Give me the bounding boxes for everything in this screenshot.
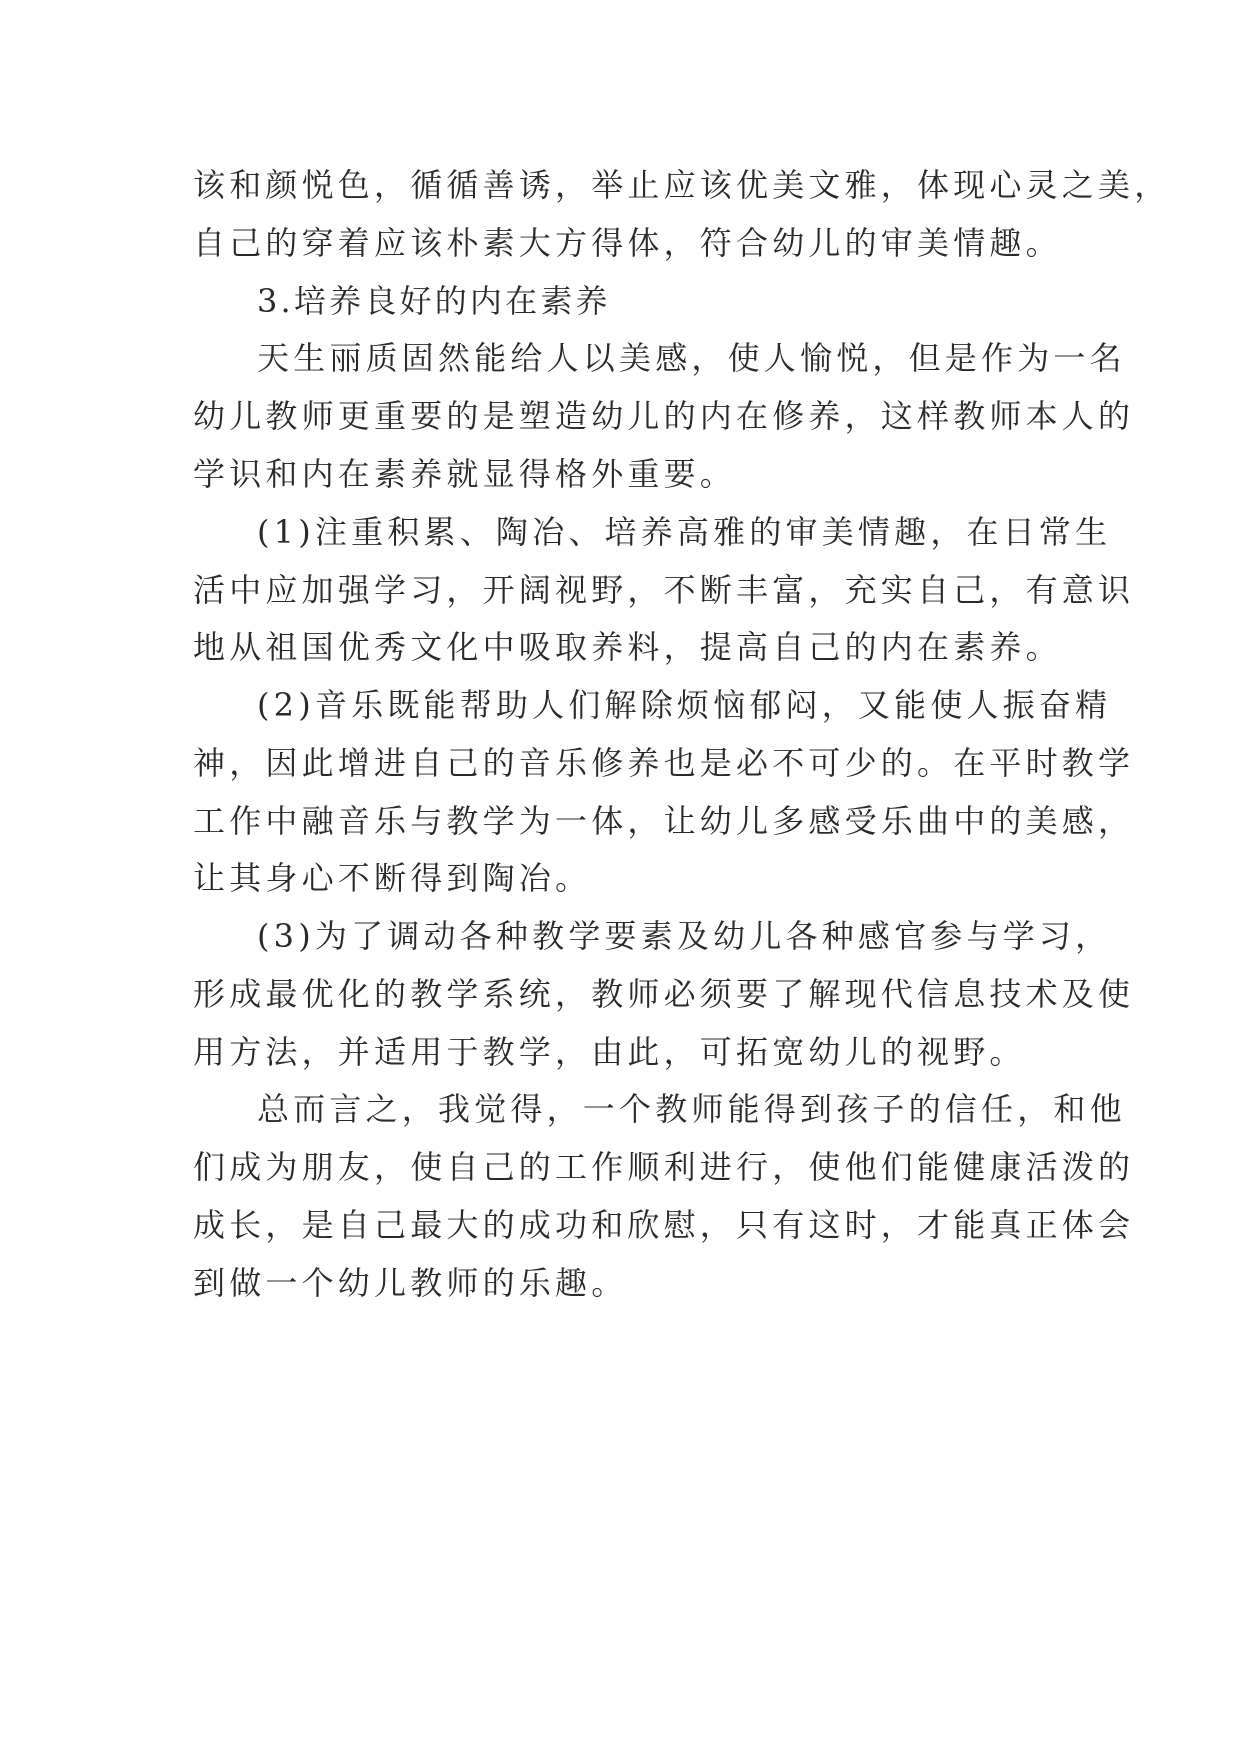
- text-line: 成长，是自己最大的成功和欣慰，只有这时，才能真正体会: [193, 1206, 1135, 1244]
- text-line: 总而言之，我觉得，一个教师能得到孩子的信任，和他: [257, 1090, 1126, 1128]
- text-line: 让其身心不断得到陶冶。: [193, 859, 592, 897]
- text-line: 该和颜悦色，循循善诱，举止应该优美文雅，体现心灵之美，: [193, 166, 1171, 204]
- text-line: (2)音乐既能帮助人们解除烦恼郁闷，又能使人振奋精: [257, 686, 1112, 724]
- text-line: 形成最优化的教学系统，教师必须要了解现代信息技术及使: [193, 975, 1135, 1013]
- text-line: 天生丽质固然能给人以美感，使人愉悦，但是作为一名: [257, 339, 1126, 377]
- text-line: 幼儿教师更重要的是塑造幼儿的内在修养，这样教师本人的: [193, 397, 1135, 435]
- text-line: (3)为了调动各种教学要素及幼儿各种感官参与学习，: [257, 917, 1112, 955]
- text-line: 们成为朋友，使自己的工作顺利进行，使他们能健康活泼的: [193, 1148, 1135, 1186]
- text-line: 自己的穿着应该朴素大方得体，符合幼儿的审美情趣。: [193, 224, 1062, 262]
- text-line: 神，因此增进自己的音乐修养也是必不可少的。在平时教学: [193, 744, 1135, 782]
- section-heading: 3.培养良好的内在素养: [257, 282, 611, 320]
- text-line: (1)注重积累、陶冶、培养高雅的审美情趣，在日常生: [257, 513, 1112, 551]
- text-line: 工作中融音乐与教学为一体，让幼儿多感受乐曲中的美感，: [193, 802, 1135, 840]
- text-line: 学识和内在素养就显得格外重要。: [193, 455, 737, 493]
- text-line: 到做一个幼儿教师的乐趣。: [193, 1264, 628, 1302]
- text-line: 地从祖国优秀文化中吸取养料，提高自己的内在素养。: [193, 628, 1062, 666]
- text-line: 活中应加强学习，开阔视野，不断丰富，充实自己，有意识: [193, 571, 1135, 609]
- text-line: 用方法，并适用于教学，由此，可拓宽幼儿的视野。: [193, 1033, 1026, 1071]
